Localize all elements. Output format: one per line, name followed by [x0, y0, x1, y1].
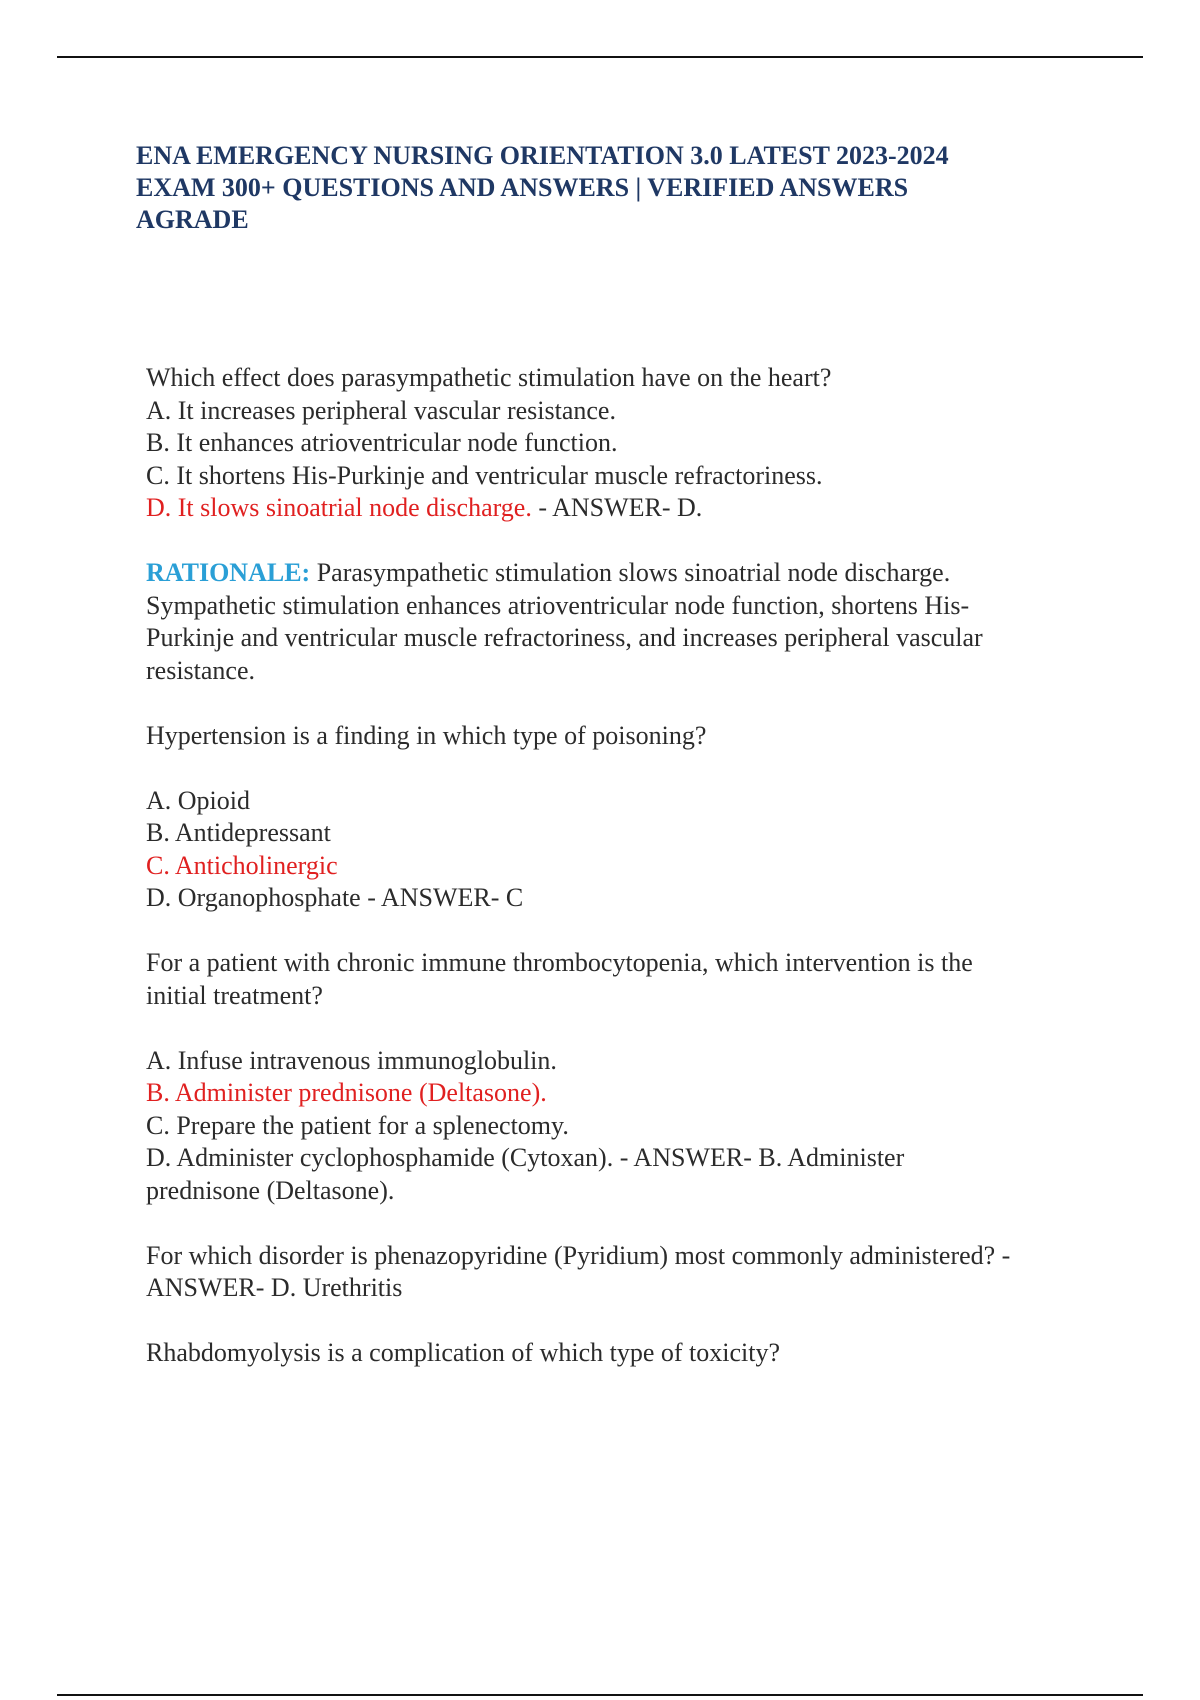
question-text: Rhabdomyolysis is a complication of which type of toxicity?: [146, 1338, 781, 1367]
option-d: prednisone (Deltasone).: [146, 1175, 395, 1205]
option-a: A. Infuse intravenous immunoglobulin.: [146, 1045, 557, 1075]
option-d: D. Administer cyclophosphamide (Cytoxan). - ANSWER- B. Administer: [146, 1143, 905, 1172]
rationale-text: resistance.: [146, 655, 256, 685]
question-text: initial treatment?: [146, 980, 323, 1010]
document-body: [146, 362, 1106, 1370]
option-b: B. Antidepressant: [146, 818, 331, 847]
question-text: Which effect does parasympathetic stimulation have on the heart?: [146, 363, 832, 392]
rationale-1: [146, 557, 1106, 687]
bottom-divider: [57, 1694, 1143, 1696]
document-title: [136, 140, 1096, 236]
option-c: C. It shortens His-Purkinje and ventricular muscle refractoriness.: [146, 460, 823, 490]
rationale-text: Parasympathetic stimulation slows sinoatrial node discharge.: [310, 558, 951, 587]
rationale-text: Sympathetic stimulation enhances atrioventricular node function, shortens His-: [146, 590, 970, 620]
correct-option: B. Administer prednisone (Deltasone).: [146, 1078, 547, 1107]
question-text: For which disorder is phenazopyridine (Pyridium) most commonly administered? -: [146, 1240, 1011, 1270]
question-5: [146, 1337, 1106, 1370]
title-line: ENA EMERGENCY NURSING ORIENTATION 3.0 LATEST 2023-2024: [136, 141, 949, 170]
top-divider: [57, 56, 1143, 58]
option-d: D. Organophosphate - ANSWER- C: [146, 883, 524, 912]
question-text: For a patient with chronic immune thrombocytopenia, which intervention is the: [146, 948, 973, 977]
option-a: A. It increases peripheral vascular resistance.: [146, 395, 616, 425]
answer-key: ANSWER- D. Urethritis: [146, 1273, 403, 1302]
option-d: [146, 492, 1106, 525]
title-line: EXAM 300+ QUESTIONS AND ANSWERS | VERIFIED ANSWERS: [136, 173, 909, 202]
option-a: A. Opioid: [146, 785, 250, 815]
title-line: AGRADE: [136, 205, 249, 234]
answer-key: - ANSWER- D.: [531, 493, 703, 522]
rationale-label: RATIONALE:: [146, 558, 311, 587]
question-2: [146, 720, 1106, 915]
question-4: [146, 1240, 1106, 1305]
option-b: B. It enhances atrioventricular node function.: [146, 428, 618, 457]
question-text: Hypertension is a finding in which type of poisoning?: [146, 720, 707, 750]
question-1: [146, 362, 1106, 525]
option-c: C. Prepare the patient for a splenectomy.: [146, 1110, 569, 1140]
correct-option: C. Anticholinergic: [146, 850, 338, 880]
question-3: [146, 947, 1106, 1207]
correct-option: D. It slows sinoatrial node discharge.: [146, 493, 532, 522]
rationale-text: Purkinje and ventricular muscle refractoriness, and increases peripheral vascular: [146, 623, 983, 652]
